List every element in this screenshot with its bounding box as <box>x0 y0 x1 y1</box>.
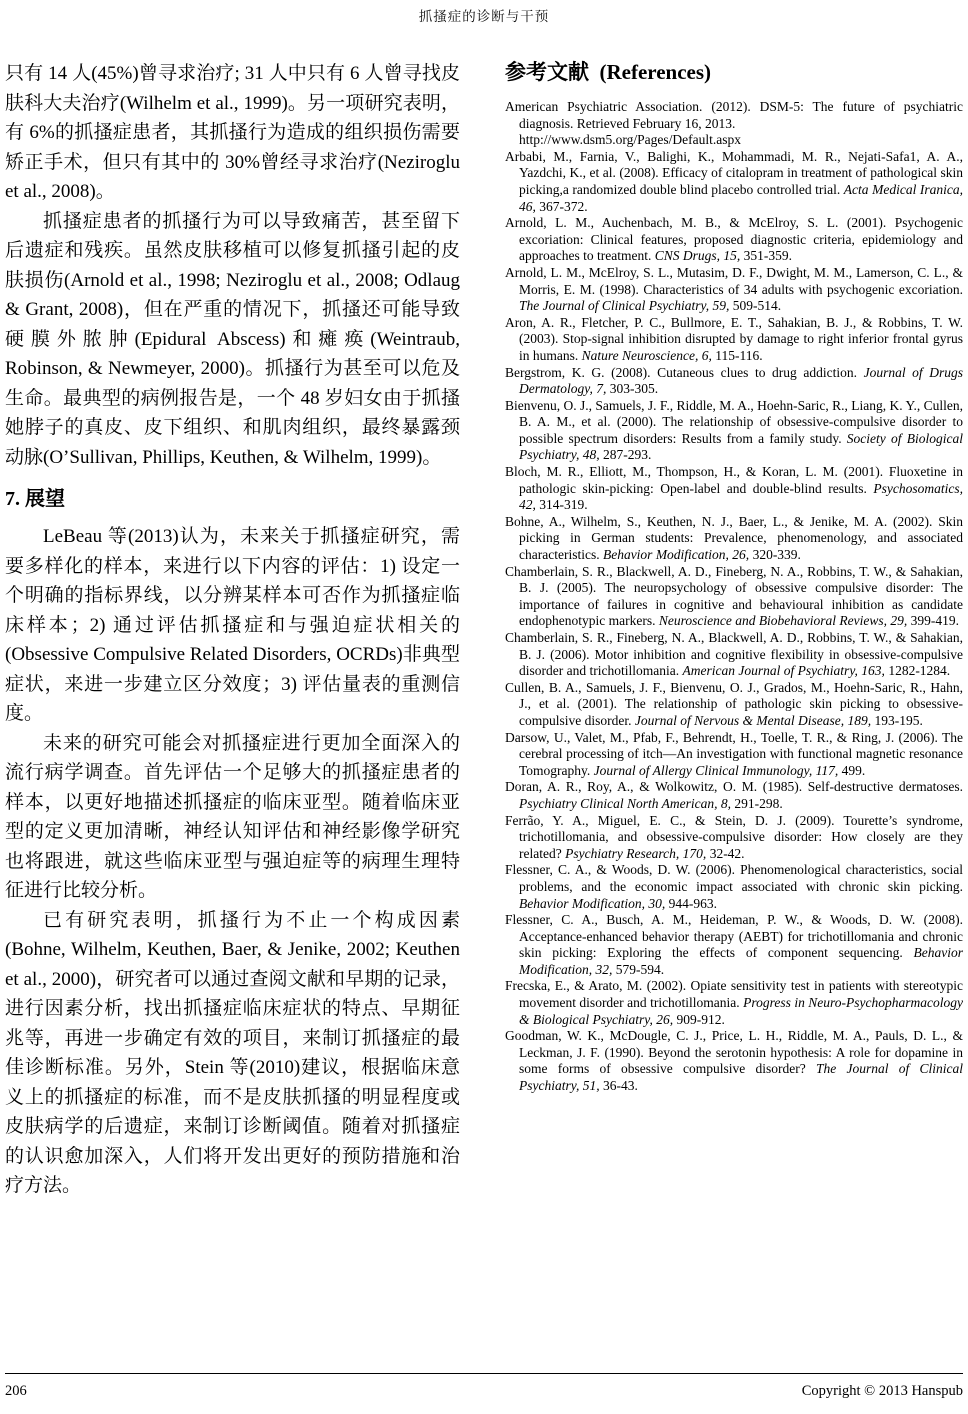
reference-item: Bloch, M. R., Elliott, M., Thompson, H., & Koran, L. M. (2001). Fluoxetine in pathologic skin-picking: Open-label and double-blind results. Psychosomatics, 42, 314-319. <box>505 464 963 513</box>
reference-item: Ferrão, Y. A., Miguel, E. C., & Stein, D. J. (2009). Tourette’s syndrome, trichotillomania, and obsessive-compulsive disorder: How closely are they related? Psychiatry Research, 170, 32-42. <box>505 812 963 861</box>
page-footer <box>5 1373 963 1414</box>
reference-item: Darsow, U., Valet, M., Pfab, F., Behrendt, H., Toelle, T. R., & Ring, J. (2006). The cerebral processing of itch—An investigation with functional magnetic resonance Tomography. Journal of Allergy Clinical Immunology, 117, 499. <box>505 729 963 778</box>
reference-item: Flessner, C. A., & Woods, D. W. (2006). Phenomenological characteristics, social problems, and the economic impact associated with chronic skin picking. Behavior Modification, 30, 944-963. <box>505 862 963 911</box>
running-header <box>5 8 963 26</box>
reference-item: Bergstrom, K. G. (2008). Cutaneous clues to drug addiction. Journal of Drugs Dermatology, 7, 303-305. <box>505 364 963 397</box>
reference-item: Doran, A. R., Roy, A., & Wolkowitz, O. M. (1985). Self-destructive dermatoses. Psychiatry Clinical North American, 8, 291-298. <box>505 779 963 811</box>
reference-item: Aron, A. R., Fletcher, P. C., Bullmore, E. T., Sahakian, B. J., & Robbins, T. W. (2003). Stop-signal inhibition disrupted by damage to right inferior frontal gyrus in humans. Nature Neuroscience, 6, 115-116. <box>505 314 963 363</box>
reference-item: Chamberlain, S. R., Blackwell, A. D., Fineberg, N. A., Robbins, T. W., & Sahakian, B. J. (2005). The neuropsychology of obsessive compulsive disorder: The importance of failures in cognitive and behavioural inhibition as candidate endophenotypic markers. Neuroscience and Biobehavioral Reviews, 29, 399-419. <box>505 563 963 629</box>
reference-item: American Psychiatric Association. (2012). DSM-5: The future of psychiatric diagnosis. Retrieved February 16, 2013. http://www.dsm5.org/Pages/Default.aspx <box>505 99 963 148</box>
references-heading: 参考文献 (References) <box>505 60 712 84</box>
two-column-body <box>5 59 963 1201</box>
running-header-title: 抓搔症的诊断与干预 <box>418 9 550 24</box>
body-paragraph: 未来的研究可能会对抓搔症进行更加全面深入的流行病学调查。首先评估一个足够大的抓搔症患者的样本，以更好地描述抓搔症的临床亚型。随着临床亚型的定义更加清晰，神经认知评估和神经影像学研究也将跟进，就这些临床亚型与强迫症等的病理生理特征进行比较分析。 <box>5 732 460 901</box>
body-paragraph: 只有 14 人(45%)曾寻求治疗; 31 人中只有 6 人曾寻找皮肤科大夫治疗(Wilhelm et al., 1999)。另一项研究表明，有 6%的抓搔症患者，其抓搔行为造成的组织损伤需要矫正手术，但只有其中的 30%曾经寻求治疗(Neziroglu et al., 2008)。 <box>5 63 460 202</box>
reference-item: Frecska, E., & Arato, M. (2002). Opiate sensitivity test in patients with stereotypic movement disorder and trichotillomania. Progress in Neuro-Psychopharmacology & Biological Psychiatry, 26, 909-912. <box>505 978 963 1027</box>
left-column <box>5 59 460 1201</box>
body-paragraph: LeBeau 等(2013)认为，未来关于抓搔症研究，需要多样化的样本，来进行以下内容的评估：1) 设定一个明确的指标界线，以分辨某样本可否作为抓搔症临床样本；2) 通过评估抓搔症和与强迫症状相关的(Obsessive Compulsive Related Disorders, OCRDs)非典型症状，来进一步建立区分效度；3) 评估量表的重测信度。 <box>5 526 460 724</box>
reference-item: Arnold, L. M., McElroy, S. L., Mutasim, D. F., Dwight, M. M., Lamerson, C. L., & Morris, E. M. (1998). Characteristics of 34 adults with psychogenic excoriation. The Journal of Clinical Psychiatry, 59, 509-514. <box>505 264 963 314</box>
reference-item: Arnold, L. M., Auchenbach, M. B., & McElroy, S. L. (2001). Psychogenic excoriation: Clinical features, proposed diagnostic criteria, epidemiology and approaches to treatment. CNS Drugs, 15, 351-359. <box>505 215 963 264</box>
body-paragraph: 已有研究表明，抓搔行为不止一个构成因素(Bohne, Wilhelm, Keuthen, Baer, & Jenike, 2002; Keuthen et al., 2000)，研究者可以通过查阅文献和早期的记录，进行因素分析，找出抓搔症临床症状的特点、早期征兆等，再进一步确定有效的项目，来制订抓搔症的最佳诊断标准。另外，Stein 等(2010)建议，根据临床意义上的抓搔症的标准，而不是皮肤抓搔的明显程度或皮肤病学的后遗症，来制订诊断阈值。随着对抓搔症的认识愈加深入，人们将开发出更好的预防措施和治疗方法。 <box>5 909 460 1196</box>
right-column <box>505 59 963 1095</box>
reference-item: Arbabi, M., Farnia, V., Balighi, K., Mohammadi, M. R., Nejati-Safa1, A. A., Yazdchi, K., et al. (2008). Efficacy of citalopram in treatment of pathological skin picking,a randomized double blind placebo controlled trial. Acta Medical Iranica, 46, 367-372. <box>505 148 963 214</box>
page-number: 206 <box>5 1383 27 1399</box>
references-list <box>505 99 963 1095</box>
section-heading: 7. 展望 <box>5 488 65 510</box>
reference-item: Cullen, B. A., Samuels, J. F., Bienvenu, O. J., Grados, M., Hoehn-Saric, R., Hahn, J., et al. (2001). The relationship of pathologic skin picking to obsessive-compulsive disorder. Journal of Nervous & Mental Disease, 189, 193-195. <box>505 679 963 728</box>
reference-item: Goodman, W. K., McDougle, C. J., Price, L. H., Riddle, M. A., Pauls, D. L., & Leckman, J. F. (1990). Beyond the serotonin hypothesis: A role for dopamine in some forms of obsessive compulsive disorder? The Journal of Clinical Psychiatry, 51, 36-43. <box>505 1028 963 1094</box>
copyright-notice: Copyright © 2013 Hanspub <box>801 1383 963 1399</box>
reference-item: Bienvenu, O. J., Samuels, J. F., Riddle, M. A., Hoehn-Saric, R., Liang, K. Y., Cullen, B. A. M., et al. (2000). The relationship of obsessive-compulsive disorder to possible spectrum disorders: Results from a family study. Society of Biological Psychiatry, 48, 287-293. <box>505 397 963 463</box>
reference-item: Flessner, C. A., Busch, A. M., Heideman, P. W., & Woods, D. W. (2008). Acceptance-enhanced behavior therapy (AEBT) for trichotillomania and chronic skin picking: Exploring the effects of component sequencing. Behavior Modification, 32, 579-594. <box>505 912 963 977</box>
reference-item: Bohne, A., Wilhelm, S., Keuthen, N. J., Baer, L., & Jenike, M. A. (2002). Skin picking in German students: Prevalence, phenomenology, and associated characteristics. Behavior Modification, 26, 320-339. <box>505 513 963 563</box>
reference-item: Chamberlain, S. R., Fineberg, N. A., Blackwell, A. D., Robbins, T. W., & Sahakian, B. J. (2006). Motor inhibition and cognitive flexibility in obsessive-compulsive disorder and trichotillomania. American Journal of Psychiatry, 163, 1282-1284. <box>505 630 963 679</box>
body-paragraph: 抓搔症患者的抓搔行为可以导致痛苦，甚至留下后遗症和残疾。虽然皮肤移植可以修复抓搔引起的皮肤损伤(Arnold et al., 1998; Neziroglu et al., 2008; Odlaug & Grant, 2008)，但在严重的情况下，抓搔还可能导致硬膜外脓肿(Epidural Abscess)和瘫痪(Weintraub, Robinson, & Newmeyer, 2000)。抓搔行为甚至可以危及生命。最典型的病例报告是，一个 48 岁妇女由于抓搔她脖子的真皮、皮下组织、和肌肉组织，最终暴露颈动脉(O’Sullivan, Phillips, Keuthen, & Wilhelm, 1999)。 <box>5 210 460 468</box>
